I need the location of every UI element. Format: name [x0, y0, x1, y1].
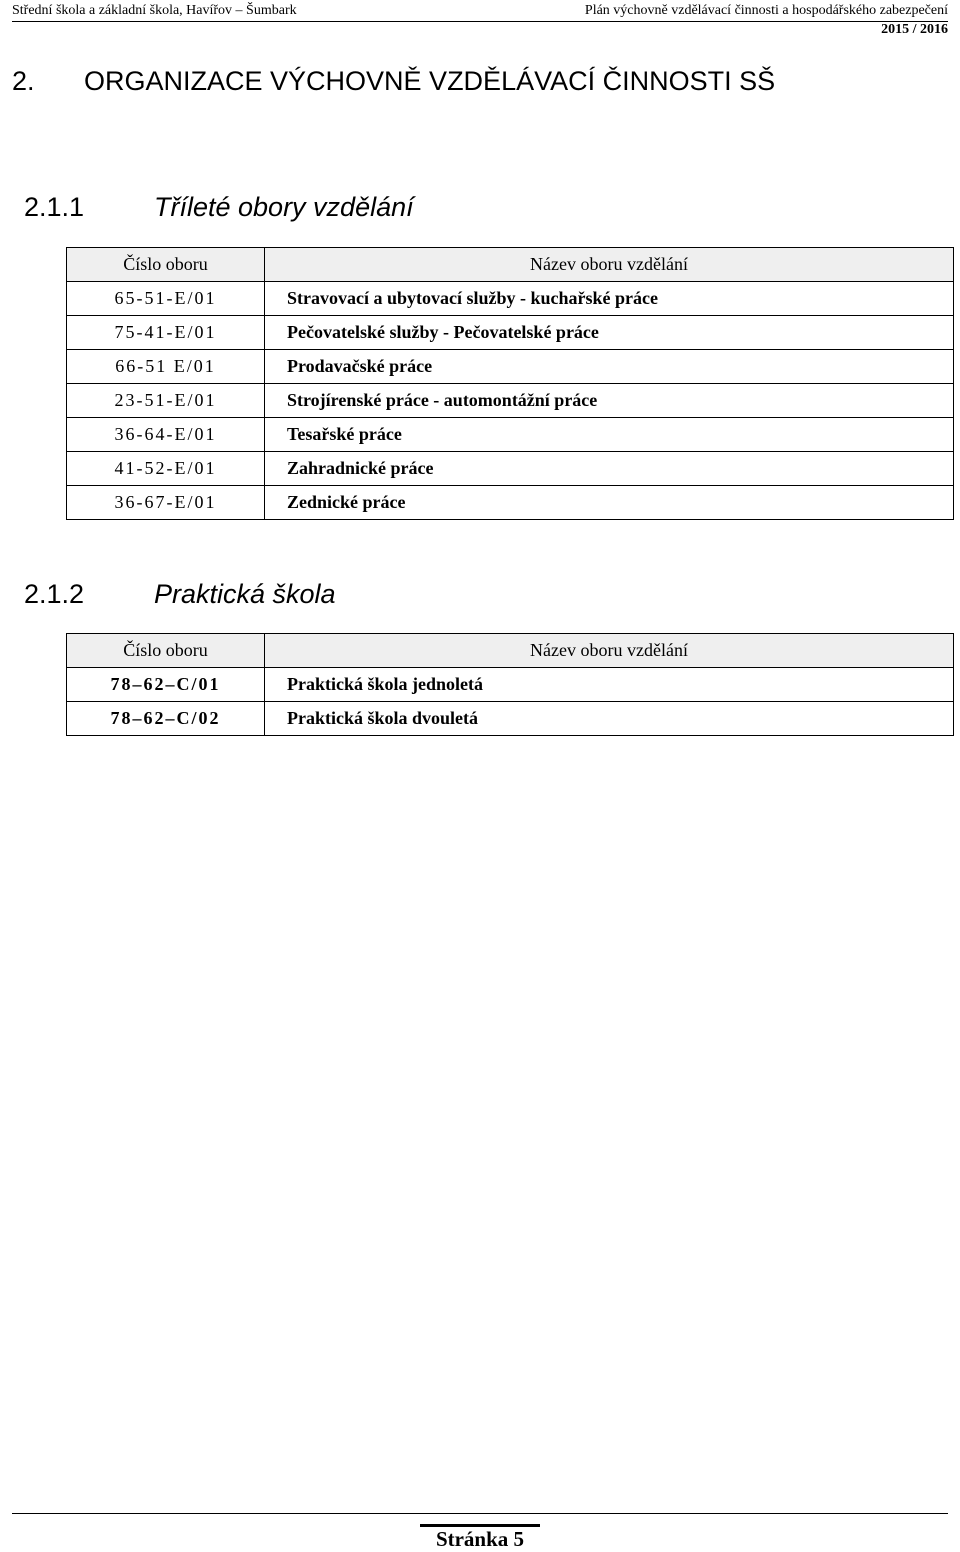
table-row	[67, 486, 954, 520]
section-heading-three-year	[24, 192, 414, 223]
field-code: 36-67-E/01	[67, 486, 265, 520]
table-row	[67, 350, 954, 384]
table-row	[67, 702, 954, 736]
section-number: 2.1.2	[24, 579, 85, 609]
field-name: Zednické práce	[265, 486, 954, 520]
field-code: 78–62–C/01	[67, 668, 265, 702]
field-name: Praktická škola dvouletá	[265, 702, 954, 736]
table-row	[67, 668, 954, 702]
chapter-heading	[12, 66, 775, 97]
practical-school-fields-table	[66, 633, 954, 736]
header-plan-title: Plán výchovně vzdělávací činnosti a hospodářského zabezpečení	[584, 3, 948, 18]
section-number: 2.1.1	[24, 192, 85, 222]
footer-divider	[12, 1513, 948, 1514]
field-code: 23-51-E/01	[67, 384, 265, 418]
section-title: Tříleté obory vzdělání	[154, 192, 414, 222]
field-code: 41-52-E/01	[67, 452, 265, 486]
table-row	[67, 418, 954, 452]
field-code: 78–62–C/02	[67, 702, 265, 736]
field-code: 66-51 E/01	[67, 350, 265, 384]
column-header-name: Název oboru vzdělání	[265, 634, 954, 668]
table-row	[67, 282, 954, 316]
column-header-name: Název oboru vzdělání	[265, 248, 954, 282]
page-number: Stránka 5	[435, 1527, 525, 1551]
table-row	[67, 452, 954, 486]
chapter-number: 2.	[12, 66, 35, 96]
field-code: 65-51-E/01	[67, 282, 265, 316]
section-heading-practical-school	[24, 579, 336, 610]
field-name: Stravovací a ubytovací služby - kuchařské práce	[265, 282, 954, 316]
section-title: Praktická škola	[154, 579, 336, 609]
field-name: Zahradnické práce	[265, 452, 954, 486]
field-code: 75-41-E/01	[67, 316, 265, 350]
three-year-fields-table	[66, 247, 954, 520]
header-divider	[12, 21, 948, 22]
field-name: Prodavačské práce	[265, 350, 954, 384]
table-row	[67, 316, 954, 350]
column-header-code: Číslo oboru	[67, 634, 265, 668]
table-header-row	[67, 248, 954, 282]
field-name: Strojírenské práce - automontážní práce	[265, 384, 954, 418]
table-row	[67, 384, 954, 418]
field-name: Praktická škola jednoletá	[265, 668, 954, 702]
header-school: Střední škola a základní škola, Havířov – Šumbark	[12, 3, 297, 18]
column-header-code: Číslo oboru	[67, 248, 265, 282]
field-code: 36-64-E/01	[67, 418, 265, 452]
header-school-year: 2015 / 2016	[881, 22, 948, 37]
table-header-row	[67, 634, 954, 668]
chapter-title: ORGANIZACE VÝCHOVNĚ VZDĚLÁVACÍ ČINNOSTI SŠ	[84, 66, 776, 96]
field-name: Pečovatelské služby - Pečovatelské práce	[265, 316, 954, 350]
field-name: Tesařské práce	[265, 418, 954, 452]
